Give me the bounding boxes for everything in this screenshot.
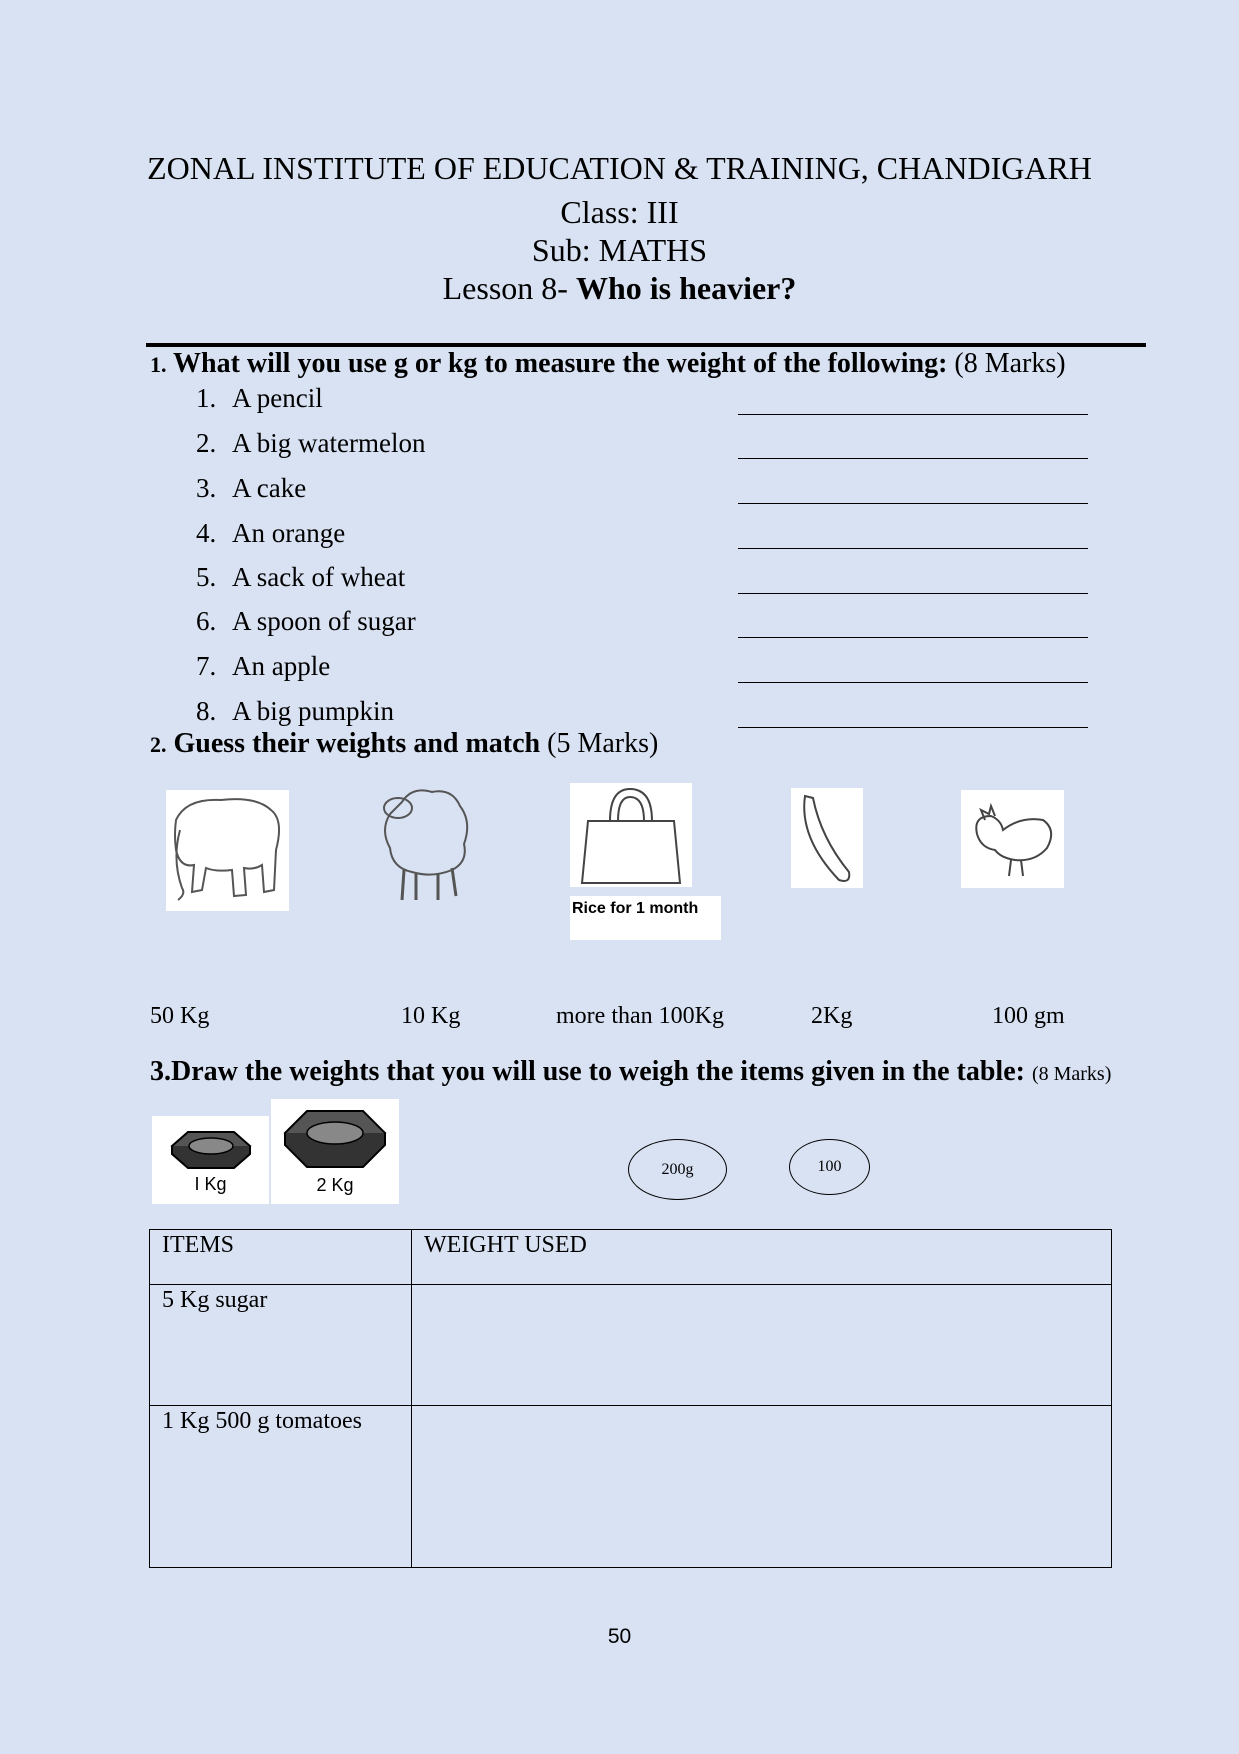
two-kg-label: 2 Kg [316,1175,354,1195]
item-number: 6. [196,606,217,636]
table-cell-weight[interactable] [412,1406,1112,1568]
weight-label: 50 Kg [150,1003,210,1029]
bag-icon [570,783,692,887]
item-label: A spoon of sugar [232,606,416,636]
one-kg-weight-icon [152,1116,269,1204]
answer-blank[interactable] [738,457,1088,459]
rice-label: Rice for 1 month [570,896,721,940]
list-item [196,428,425,459]
item-label: An orange [232,518,346,548]
weight-label: 100 gm [992,1003,1065,1029]
list-item [196,383,323,414]
item-label: An apple [232,651,331,681]
item-number: 8. [196,696,217,726]
table-row [150,1406,1112,1568]
question-2 [150,728,658,760]
table-header-row [150,1230,1112,1285]
table-cell-weight[interactable] [412,1285,1112,1406]
list-item [196,651,330,682]
question-2-text: Guess their weights and match [173,728,541,759]
item-label: A pencil [232,383,323,413]
header-rule [146,343,1146,347]
question-1-text: What will you use g or kg to measure the weight of the following: [173,348,948,379]
question-2-marks: (5 Marks) [547,728,659,759]
weights-table [149,1229,1112,1568]
class-label: Class: III [560,194,679,230]
item-number: 3. [196,473,217,503]
list-item [196,696,394,727]
table-cell-item: 5 Kg sugar [150,1285,412,1406]
list-item [196,473,306,504]
question-3-marks: (8 Marks) [1031,1063,1112,1085]
item-number: 4. [196,518,217,548]
item-label: A sack of wheat [232,562,406,592]
weight-label: 10 Kg [401,1003,461,1029]
weight-oval-100: 100 [789,1139,870,1195]
institute-title: ZONAL INSTITUTE OF EDUCATION & TRAINING, CHANDIGARH [147,150,1092,186]
question-2-number: 2. [150,732,167,757]
question-1 [150,348,1066,380]
answer-blank[interactable] [738,413,1088,415]
item-number: 1. [196,383,217,413]
one-kg-label: I Kg [194,1174,227,1194]
answer-blank[interactable] [738,636,1088,638]
item-label: A big watermelon [232,428,426,458]
table-header-items: ITEMS [150,1230,412,1285]
question-1-marks: (8 Marks) [954,348,1066,379]
question-3-text: 3.Draw the weights that you will use to weigh the items given in the table: [150,1056,1025,1087]
question-3 [150,1056,1111,1088]
weight-oval-200g: 200g [628,1139,727,1200]
banana-icon [791,788,863,888]
table-cell-item: 1 Kg 500 g tomatoes [150,1406,412,1568]
weight-label: 2Kg [811,1003,853,1029]
item-number: 2. [196,428,217,458]
list-item [196,562,405,593]
table-row [150,1285,1112,1406]
weight-label: more than 100Kg [556,1003,724,1029]
question-1-number: 1. [150,352,167,377]
list-item [196,606,416,637]
item-label: A cake [232,473,307,503]
answer-blank[interactable] [738,726,1088,728]
hen-icon [961,790,1064,888]
answer-blank[interactable] [738,592,1088,594]
page-number: 50 [607,1625,632,1648]
two-kg-weight-icon [271,1099,399,1204]
subject-label: Sub: MATHS [531,232,708,268]
table-header-weight: WEIGHT USED [412,1230,1112,1285]
item-number: 5. [196,562,217,592]
lesson-prefix: Lesson 8- [442,270,576,306]
answer-blank[interactable] [738,502,1088,504]
sheep-icon [372,782,474,904]
lesson-title [0,270,1239,307]
elephant-icon [166,790,289,911]
item-label: A big pumpkin [232,696,395,726]
answer-blank[interactable] [738,547,1088,549]
answer-blank[interactable] [738,681,1088,683]
lesson-name: Who is heavier? [575,270,797,306]
list-item [196,518,345,549]
item-number: 7. [196,651,217,681]
